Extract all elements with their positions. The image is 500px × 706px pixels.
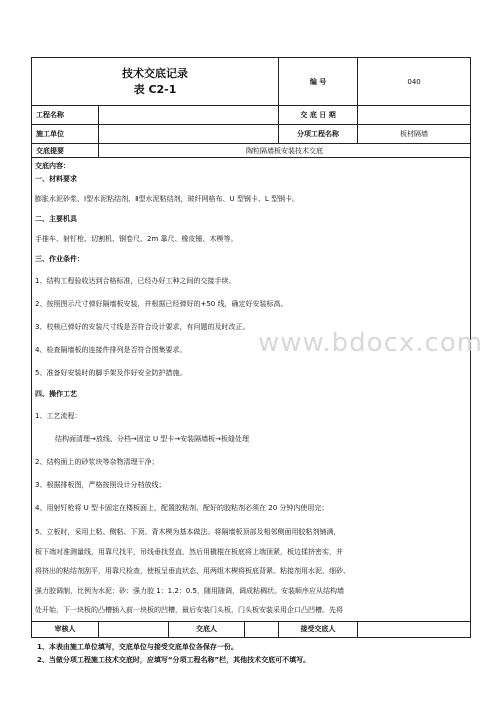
number-label: 编 号 (279, 58, 358, 106)
reviewer-value (99, 621, 169, 637)
footer-note: 2、当做分项工程施工技术交底时，应填写“分项工程名称”栏，其他技术交底可不填写。 (37, 655, 311, 664)
form-title-code: 表 C2-1 (133, 82, 177, 96)
construction-unit-label: 施工单位 (32, 125, 99, 144)
construction-unit-value (99, 125, 279, 144)
process-item-line: 处开始，下一块板的凸槽插入前一块板的凹槽，最后安装门头板，门头板安装采用企口凸凹槽。先将 (35, 606, 343, 614)
process-item: 2、结构面上的砂浆块等杂物清理干净； (35, 458, 159, 466)
section-tools-text: 手推车、射钉枪、切割机、钢卷尺、2m 靠尺、橡皮锤、木楔等。 (35, 235, 238, 243)
footer-note: 1、本表由施工单位填写，交底单位与接受交底单位各保存一份。 (37, 642, 238, 651)
condition-item: 5、准备好安装时的脚手架及作好安全防护措施。 (35, 369, 187, 377)
disclosure-form (31, 57, 470, 667)
date-value (358, 106, 471, 125)
section-tools-title: 二、主要机具 (35, 215, 77, 223)
section-process-title: 四、操作工艺 (35, 390, 77, 398)
section-conditions-title: 三、作业条件： (35, 255, 84, 263)
reviewer-label: 审核人 (32, 621, 99, 637)
discloser-label: 交底人 (169, 621, 245, 637)
process-item: 4、用射钉枪将 U 型卡固定在楼板面上，配置胶粘剂，配好的胶粘剂必须在 20 分钟内使用完； (35, 504, 329, 512)
discloser-value (245, 621, 279, 637)
summary-value: 陶粒隔墙板安装技术交底 (99, 144, 471, 158)
form-table (31, 57, 471, 638)
form-title (32, 58, 279, 106)
project-name-label: 工程名称 (32, 106, 99, 125)
date-label: 交 底 日 期 (279, 106, 358, 125)
subproject-value: 板材隔墙 (358, 125, 471, 144)
form-title-main: 技术交底记录 (122, 66, 189, 80)
process-item-line: 强力胶调制，比例为水泥：砂：强力胶 1：1.2：0.5，随用随调，调成粘稠状。安装顺序应从结构墙 (35, 586, 344, 595)
project-name-value (99, 106, 279, 125)
receiver-label: 接受交底人 (279, 621, 358, 637)
process-item: 1、工艺流程： (35, 412, 82, 420)
condition-item: 4、检查隔墙板的连接件排列是否符合图集要求。 (35, 346, 187, 354)
subproject-label: 分项工程名称 (279, 125, 358, 144)
process-item-line: 将挤出的粘结剂刮平，用靠尺检查，使板呈垂直状态，用两组木楔将板底背紧。粘接剂用水泥、细砂、 (35, 567, 350, 575)
condition-item: 2、按照图示尺寸弹好隔墙板安装，并根据已经弹好的+50 线，确定好安装标高。 (35, 300, 288, 308)
disclosure-content (32, 158, 471, 622)
process-flow: 结构面清理→放线、分档→固定 U 型卡→安装隔墙板→板缝处理 (55, 435, 250, 443)
footer-notes (31, 641, 470, 667)
section-materials-title: 一、材料要求 (35, 175, 77, 183)
condition-item: 1、结构工程验收达到合格标准，已经办好工种之间的交接手续。 (35, 277, 236, 285)
section-materials-text: 膨胀水泥砂浆、Ⅰ型水泥粘结剂、Ⅱ型水泥粘结剂，玻纤网格布、U 型钢卡、L 型钢卡。 (35, 195, 299, 203)
process-item-line: 5、立板时，采用上粘、侧粘、下顶、背木楔为基本做法。将隔墙板顶部及相邻侧面用胶粘剂铺满， (35, 528, 341, 536)
watermark: www.bdocx.com (258, 328, 484, 358)
content-intro: 交底内容： (35, 162, 70, 170)
process-item-line: 板下端对准测量线，用靠尺找平，吊线垂找竖直，然后用撬棍在板底将上端顶紧，板边揉挤密实，并 (35, 547, 343, 556)
condition-item: 3、校核已弹好的安装尺寸线是否符合设计要求，有问题的及时改正。 (35, 323, 250, 331)
summary-label: 交底提要 (32, 144, 99, 158)
process-item: 3、根据排板图，严格按照设计分档放线； (35, 481, 166, 489)
number-value: 040 (358, 58, 471, 106)
receiver-value (358, 621, 471, 637)
